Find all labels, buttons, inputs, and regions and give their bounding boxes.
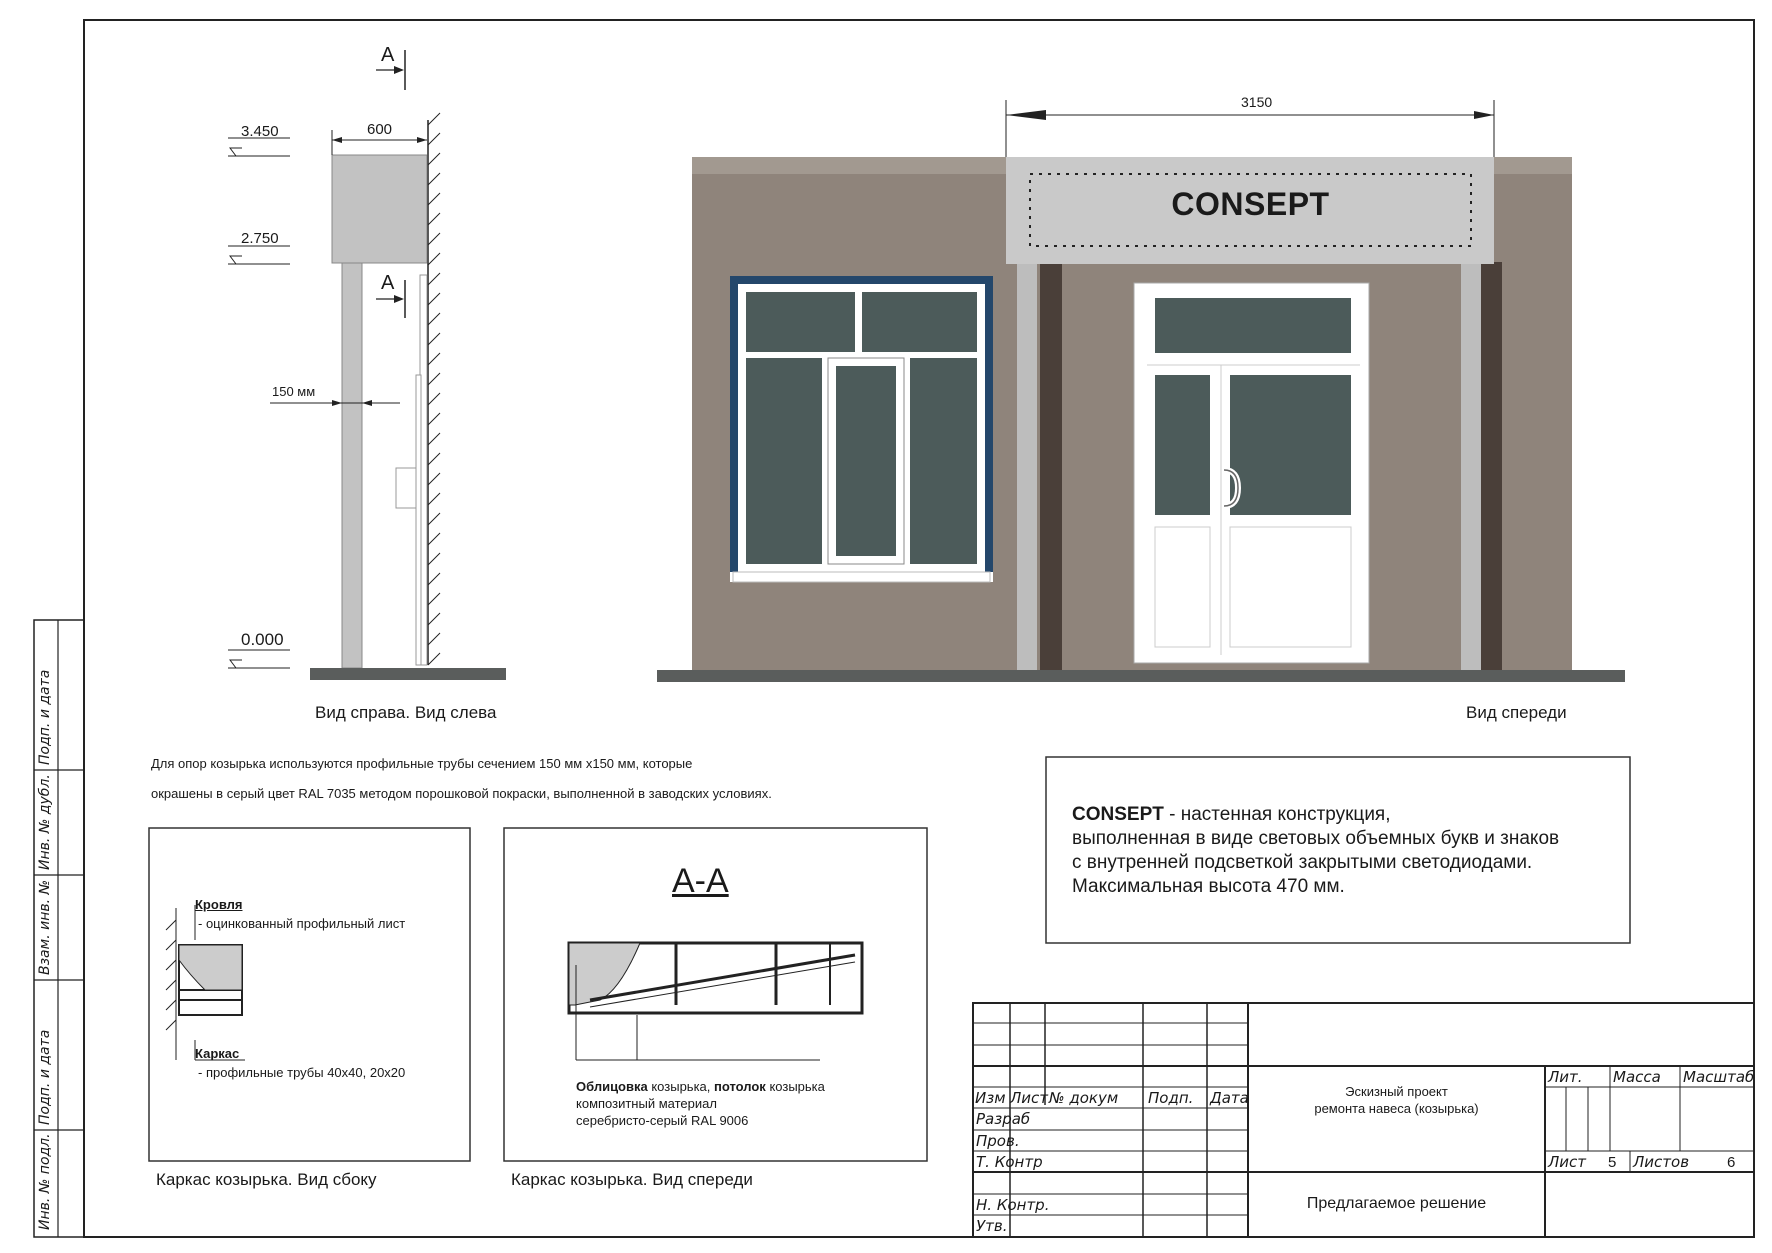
margin-podp-data-1: Подп. и дата	[37, 1029, 53, 1125]
tb-project	[1250, 1083, 1543, 1117]
tb-lit: Лит.	[1548, 1068, 1583, 1086]
note-text1: козырька,	[647, 1079, 714, 1094]
frame-side-caption: Каркас козырька. Вид сбоку	[156, 1170, 377, 1189]
section-mark-bottom: A	[381, 272, 395, 294]
frame-title: Каркас	[195, 1046, 240, 1061]
level-mid: 2.750	[241, 230, 279, 247]
frame-desc: - профильные трубы 40х40, 20х20	[198, 1065, 406, 1080]
description-line2: окрашены в серый цвет RAL 7035 методом порошковой покраски, выполненной в заводских условиях.	[151, 786, 772, 801]
note-line3: серебристо-серый RAL 9006	[576, 1113, 749, 1128]
info-line3: с внутренней подсветкой закрытыми светодиодами.	[1072, 852, 1533, 873]
tb-row-nkontr: Н. Контр.	[976, 1196, 1050, 1214]
note-line2: композитный материал	[576, 1096, 717, 1111]
tb-col-list: Лист	[1010, 1089, 1049, 1107]
tb-col-podp: Подп.	[1148, 1089, 1194, 1107]
tb-col-date: Дата	[1210, 1089, 1249, 1107]
tb-solution: Предлагаемое решение	[1306, 1195, 1487, 1212]
info-line1: - настенная конструкция,	[1163, 804, 1391, 825]
description-line1: Для опор козырька используются профильные трубы сечением 150 мм х150 мм, которые	[151, 756, 693, 771]
note-bold-cladding: Облицовка	[576, 1079, 648, 1094]
level-zero: 0.000	[241, 630, 284, 649]
level-top: 3.450	[241, 123, 279, 140]
margin-inv-dubl: Инв. № дубл.	[37, 774, 53, 870]
front-dim-width: 3150	[1241, 94, 1273, 110]
tb-col-doc: № докум	[1049, 1089, 1119, 1107]
note-text2: козырька	[765, 1079, 825, 1094]
tb-row-prov: Пров.	[976, 1132, 1020, 1150]
margin-podp-data-2: Подп. и дата	[37, 669, 53, 765]
roof-desc: - оцинкованный профильный лист	[198, 916, 406, 931]
tb-row-utv: Утв.	[976, 1217, 1008, 1235]
tb-project-line1: Эскизный проект	[1345, 1084, 1448, 1099]
cladding-note	[576, 1078, 825, 1129]
info-text	[1072, 803, 1559, 899]
tb-sheets-label: Листов	[1633, 1153, 1690, 1171]
section-mark-top: A	[381, 44, 395, 66]
tb-sheet-label: Лист	[1548, 1153, 1587, 1171]
side-view-caption: Вид справа. Вид слева	[315, 703, 497, 722]
tb-col-izm: Изм	[975, 1089, 1006, 1107]
frame-front-caption: Каркас козырька. Вид спереди	[511, 1170, 753, 1189]
tb-project-line2: ремонта навеса (козырька)	[1314, 1101, 1479, 1116]
tb-row-tkontr: Т. Контр	[976, 1153, 1043, 1171]
sign-text: CONSEPT	[1171, 186, 1330, 222]
tb-masshtab: Масштаб	[1683, 1068, 1755, 1086]
roof-title: Кровля	[195, 897, 243, 912]
info-line2: выполненная в виде световых объемных букв и знаков	[1072, 828, 1560, 849]
tb-sheet-num: 5	[1608, 1154, 1617, 1171]
front-view-caption: Вид спереди	[1466, 703, 1567, 722]
margin-inv-podl: Инв. № подл.	[37, 1133, 53, 1230]
frame-side-detail	[149, 828, 470, 1161]
side-view	[228, 50, 506, 680]
post-size: 150 мм	[272, 384, 316, 399]
note-bold-ceiling: потолок	[714, 1079, 766, 1094]
tb-row-razrab: Разраб	[976, 1110, 1031, 1128]
side-dim-width: 600	[367, 121, 393, 138]
section-aa-title: А-А	[672, 862, 729, 900]
info-line4: Максимальная высота 470 мм.	[1072, 876, 1345, 897]
tb-sheets-num: 6	[1727, 1154, 1736, 1171]
tb-massa: Масса	[1613, 1068, 1661, 1086]
info-brand: CONSEPT	[1072, 804, 1164, 825]
margin-vzam-inv: Взам. инв. №	[37, 879, 53, 975]
